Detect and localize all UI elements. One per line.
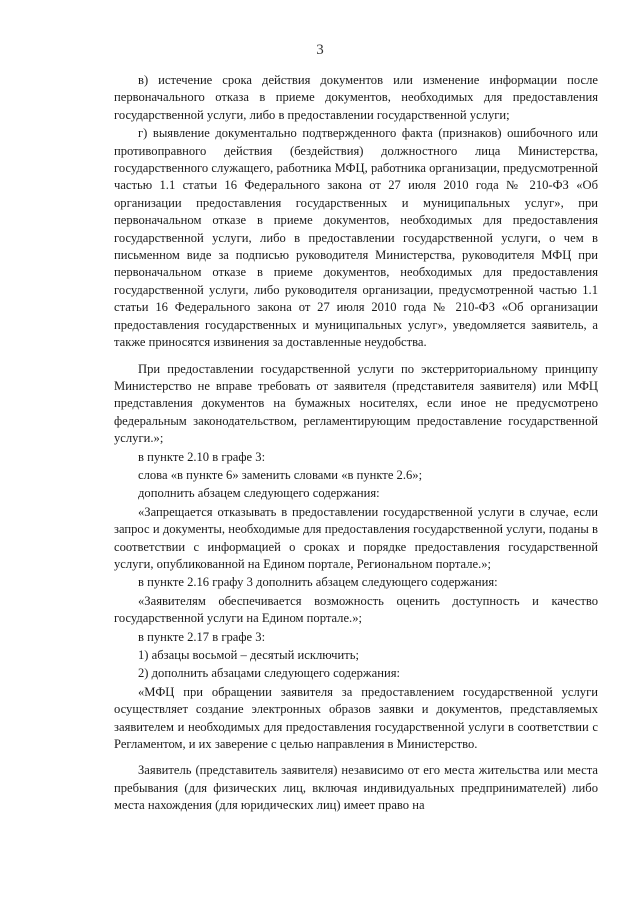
- paragraph-add-abzacs: 2) дополнить абзацами следующего содержания:: [138, 666, 400, 681]
- paragraph-mfc: «МФЦ при обращении заявителя за предоставлением государственной услуги осуществляет создание электронных образов заявки и документов, представляемых заявителем и необходимых для предоставления государственной услуги в соответствии с Регламентом, и их заверение с целью направления в Министерство.: [114, 684, 598, 752]
- paragraph-exclude: 1) абзацы восьмой – десятый исключить;: [138, 648, 359, 662]
- paragraph-applicant: Заявитель (представитель заявителя) независимо от его места жительства или места пребывания (для физических лиц, включая индивидуальных предпринимателей) либо места нахождения (для юридических лиц) имеет право на: [114, 763, 598, 813]
- page-number: 3: [316, 42, 324, 58]
- paragraph-item-2-10: в пункте 2.10 в графе 3:: [138, 449, 266, 464]
- paragraph-item-2-16: в пункте 2.16 графу 3 дополнить абзацем следующего содержания:: [138, 575, 498, 590]
- paragraph-v: в) истечение срока действия документов или изменение информации после первоначального отказа в приеме документов, необходимых для предоставления государственной услуги, либо в предоставлении государственной услуги;: [114, 73, 598, 122]
- paragraph-item-2-17: в пункте 2.17 в графе 3:: [138, 629, 266, 644]
- paragraph-add-abzac: дополнить абзацем следующего содержания:: [138, 486, 380, 501]
- document-body: [114, 72, 598, 816]
- paragraph-g: г) выявление документально подтвержденного факта (признаков) ошибочного или противоправного действия (бездействия) должностного лица Министерства, государственного служащего, работника МФЦ, работника организации, предусмотренной частью 1.1 статьи 16 Федерального закона от 27 июля 2010 года № 210-ФЗ «Об организации предоставления государственных и муниципальных услуг», при первоначальном отказе в приеме документов, необходимых для предоставления государственной услуги, либо в предоставлении государственной услуги, о чем в письменном виде за подписью руководителя Министерства, руководителя МФЦ при первоначальном отказе в приеме документов, необходимых для предоставления государственной услуги, либо руководителя организации, предусмотренной частью 1.1 статьи 16 Федерального закона от 27 июля 2010 года № 210-ФЗ «Об организации предоставления государственных и муниципальных услуг», уведомляется заявитель, а также приносятся извинения за доставленные неудобства.: [114, 126, 598, 350]
- paragraph-prohibited-refusal: «Запрещается отказывать в предоставлении государственной услуги в случае, если запрос и документы, необходимые для предоставления государственной услуги, поданы в соответствии с информацией о сроках и порядке предоставления государственной услуги, опубликованной на Едином портале, Региональном портале.»;: [114, 504, 598, 571]
- paragraph-replace-words: слова «в пункте 6» заменить словами «в пункте 2.6»;: [138, 467, 423, 482]
- paragraph-exterritorial: При предоставлении государственной услуги по экстерриториальному принципу Министерство не вправе требовать от заявителя (представителя заявителя) или МФЦ представления документов на бумажных носителях, если иное не предусмотрено федеральным законодательством, регламентирующим предоставление государственной услуги.»;: [114, 361, 598, 446]
- paragraph-quality-assessment: «Заявителям обеспечивается возможность оценить доступность и качество государственной услуги на Едином портале.»;: [114, 593, 598, 626]
